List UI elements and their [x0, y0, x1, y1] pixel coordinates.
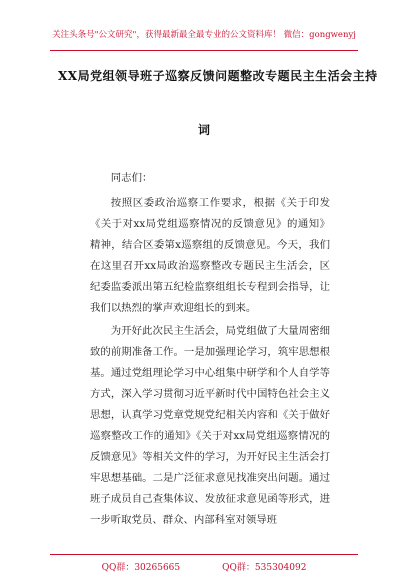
paragraph-2: 为开好此次民主生活会，局党组做了大量周密细致的前期准备工作。一是加强理论学习，筑牢思想根基。通过党组理论学习中心组集中研学和个人自学等方式，深入学习贯彻习近平新时代中国特色社会主义思想，认真学习党章党规党纪相关内容和《关于做好巡察整改工作的通知》《关于对xx局党组巡察情况的反馈意见》等相关文件的学习，为开好民主生活会打牢思想基础。二是广泛征求意见找准突出问题。通过班子成员自己查集体议、发放征求意见函等形式，进一步听取党员、群众、内部科室对领导班 [90, 325, 330, 526]
document-title: XX局党组领导班子巡察反馈问题整改专题民主生活会主持 [58, 69, 378, 83]
header-divider [50, 50, 358, 51]
qq-group-1: QQ群：30265665 [101, 563, 181, 573]
footer-contacts [0, 560, 408, 573]
document-body [90, 168, 330, 531]
header-notice: 关注头条号"公文研究"，获得最新最全最专业的公文资料库！ 微信：gongwenyj [52, 30, 356, 40]
document-title-continued: 词 [197, 123, 210, 137]
qq-group-2: QQ群：535304092 [222, 563, 307, 573]
greeting: 同志们： [110, 172, 153, 184]
footer-divider [50, 554, 358, 555]
paragraph-1: 按照区委政治巡察工作要求，根据《关于印发《关于对xx局党组巡察情况的反馈意见》的通知》精神，结合区委第x巡察组的反馈意见。今天，我们在这里召开xx局政治巡察整改专题民主生活会，区纪委监委派出第五纪检监察组组长专程到会指导，让我们以热烈的掌声欢迎组长的到来。 [90, 197, 330, 314]
